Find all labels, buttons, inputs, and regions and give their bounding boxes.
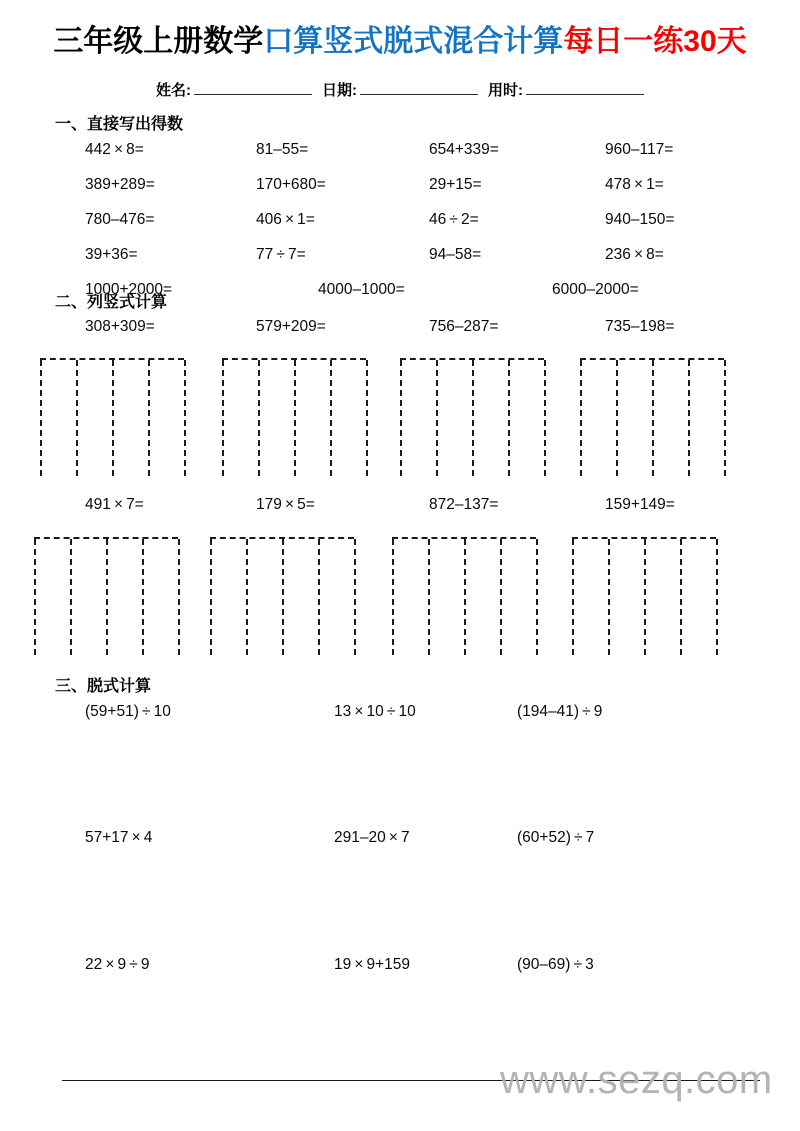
grid-column-divider: [608, 539, 610, 655]
name-field-group: [156, 80, 322, 102]
problem-s1-r2-c3: 29+15=: [429, 176, 482, 193]
grid-column-divider: [716, 539, 718, 655]
grid-column-divider: [580, 360, 582, 476]
grid-column-divider: [500, 539, 502, 655]
grid-column-divider: [330, 360, 332, 476]
grid-column-divider: [76, 360, 78, 476]
title-part-grade: 三年级上册数学: [53, 25, 264, 58]
grid-column-divider: [34, 539, 36, 655]
grid-column-divider: [40, 360, 42, 476]
grid-column-divider: [148, 360, 150, 476]
grid-column-divider: [246, 539, 248, 655]
problem-s1-r5-c2: 4000–1000=: [318, 281, 405, 298]
problem-s1-r3-c3: 46 ÷ 2=: [429, 211, 479, 228]
problem-s1-r1-c3: 654+339=: [429, 141, 499, 158]
grid-column-divider: [210, 539, 212, 655]
grid-column-divider: [366, 360, 368, 476]
grid-column-divider: [282, 539, 284, 655]
grid-column-divider: [544, 360, 546, 476]
grid-column-divider: [616, 360, 618, 476]
name-input-rule[interactable]: [194, 80, 312, 95]
title-part-topic: 口算竖式脱式混合计算: [263, 25, 564, 58]
grid-column-divider: [178, 539, 180, 655]
time-input-rule[interactable]: [526, 80, 644, 95]
grid-column-divider: [680, 539, 682, 655]
problem-s1-r1-c4: 960–117=: [605, 141, 674, 158]
section-2-heading: 二、列竖式计算: [55, 294, 168, 311]
grid-column-divider: [652, 360, 654, 476]
problem-s1-r2-c2: 170+680=: [256, 176, 326, 193]
problem-s2-r1-c3: 756–287=: [429, 318, 499, 335]
name-label: 姓名:: [156, 82, 191, 99]
problem-s1-r4-c4: 236 × 8=: [605, 246, 664, 263]
problem-s2-r1-c2: 579+209=: [256, 318, 326, 335]
problem-s1-r4-c1: 39+36=: [85, 246, 138, 263]
time-label: 用时:: [488, 82, 523, 99]
problem-s1-r2-c1: 389+289=: [85, 176, 155, 193]
grid-column-divider: [112, 360, 114, 476]
problem-s1-r5-c3: 6000–2000=: [552, 281, 639, 298]
student-info-row: [0, 80, 800, 102]
problem-s2-r2-c1: 491 × 7=: [85, 496, 144, 513]
title-part-duration: 每日一练30天: [563, 25, 747, 58]
problem-s1-r4-c3: 94–58=: [429, 246, 482, 263]
grid-column-divider: [354, 539, 356, 655]
grid-column-divider: [392, 539, 394, 655]
vertical-calculation-grid-6[interactable]: [210, 537, 354, 655]
grid-column-divider: [472, 360, 474, 476]
problem-s1-r1-c1: 442 × 8=: [85, 141, 144, 158]
grid-column-divider: [106, 539, 108, 655]
problem-s3-r1-c3: (194–41) ÷ 9: [517, 703, 603, 720]
problem-s3-r2-c2: 291–20 × 7: [334, 829, 410, 846]
problem-s1-r2-c4: 478 × 1=: [605, 176, 664, 193]
date-field-group: [322, 80, 488, 102]
problem-s3-r2-c3: (60+52) ÷ 7: [517, 829, 595, 846]
problem-s2-r2-c3: 872–137=: [429, 496, 499, 513]
problem-s3-r2-c1: 57+17 × 4: [85, 829, 153, 846]
section-3-heading: 三、脱式计算: [55, 678, 152, 695]
problem-s1-r3-c4: 940–150=: [605, 211, 675, 228]
problem-s1-r5-c1: 1000+2000=: [85, 281, 173, 298]
grid-column-divider: [222, 360, 224, 476]
section-1-heading: 一、直接写出得数: [55, 116, 184, 133]
problem-s2-r1-c1: 308+309=: [85, 318, 155, 335]
problem-s2-r2-c2: 179 × 5=: [256, 496, 315, 513]
problem-s1-r4-c2: 77 ÷ 7=: [256, 246, 306, 263]
problem-s1-r1-c2: 81–55=: [256, 141, 309, 158]
grid-column-divider: [536, 539, 538, 655]
grid-column-divider: [572, 539, 574, 655]
site-watermark: www.sezq.com: [500, 1058, 773, 1102]
time-field-group: [488, 80, 644, 102]
grid-column-divider: [428, 539, 430, 655]
problem-s3-r3-c1: 22 × 9 ÷ 9: [85, 956, 150, 973]
vertical-calculation-grid-3[interactable]: [400, 358, 544, 476]
grid-column-divider: [318, 539, 320, 655]
vertical-calculation-grid-4[interactable]: [580, 358, 724, 476]
vertical-calculation-grid-5[interactable]: [34, 537, 178, 655]
grid-column-divider: [142, 539, 144, 655]
date-label: 日期:: [322, 82, 357, 99]
vertical-calculation-grid-1[interactable]: [40, 358, 184, 476]
grid-column-divider: [294, 360, 296, 476]
grid-column-divider: [644, 539, 646, 655]
problem-s3-r3-c3: (90–69) ÷ 3: [517, 956, 594, 973]
vertical-calculation-grid-7[interactable]: [392, 537, 536, 655]
problem-s3-r3-c2: 19 × 9+159: [334, 956, 411, 973]
grid-column-divider: [508, 360, 510, 476]
grid-column-divider: [184, 360, 186, 476]
date-input-rule[interactable]: [360, 80, 478, 95]
page-title: [0, 22, 800, 62]
problem-s1-r3-c1: 780–476=: [85, 211, 155, 228]
problem-s1-r3-c2: 406 × 1=: [256, 211, 315, 228]
problem-s2-r1-c4: 735–198=: [605, 318, 675, 335]
problem-s3-r1-c2: 13 × 10 ÷ 10: [334, 703, 416, 720]
grid-column-divider: [70, 539, 72, 655]
grid-column-divider: [436, 360, 438, 476]
grid-column-divider: [688, 360, 690, 476]
grid-column-divider: [464, 539, 466, 655]
grid-column-divider: [258, 360, 260, 476]
problem-s3-r1-c1: (59+51) ÷ 10: [85, 703, 171, 720]
grid-column-divider: [400, 360, 402, 476]
vertical-calculation-grid-8[interactable]: [572, 537, 716, 655]
grid-column-divider: [724, 360, 726, 476]
vertical-calculation-grid-2[interactable]: [222, 358, 366, 476]
problem-s2-r2-c4: 159+149=: [605, 496, 675, 513]
